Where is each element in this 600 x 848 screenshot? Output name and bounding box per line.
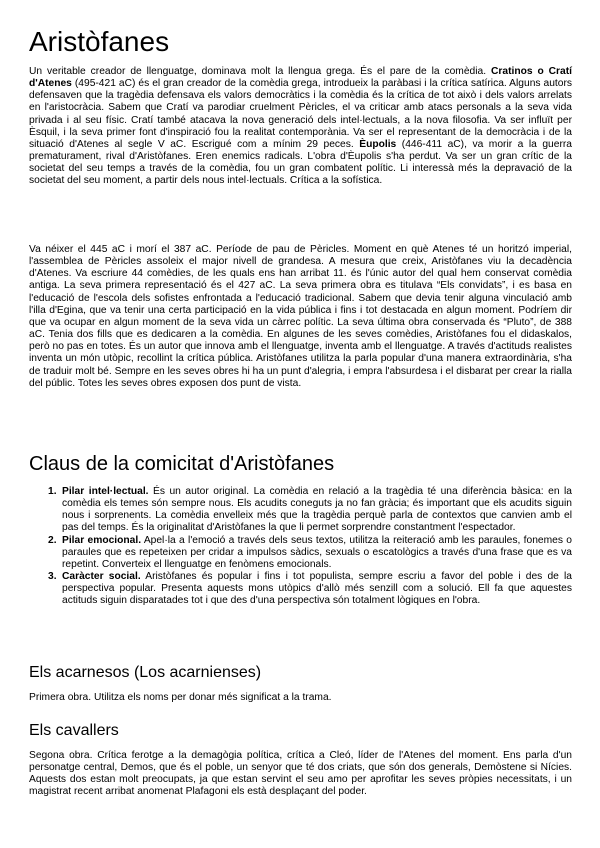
list-item-label: Caràcter social. (62, 571, 141, 583)
list-item-text: És un autor original. La comèdia en relació a la tragèdia té una diferència bàsica: en la comèdia els temes són sempre nous. Els acudits coneguts ja no fan gràcia; és important que els acudits siguin nous i sorprenents. La comèdia envelleix més que la tragèdia perquè parla de contextos que canvien amb el pas del temps. És la originalitat d'Aristòfanes la que li permet sorprendre constantment l'espectador. (62, 486, 572, 534)
acarnesos-paragraph: Primera obra. Utilitza els noms per donar més significat a la trama. (29, 692, 332, 703)
list-item-label: Pilar emocional. (62, 534, 142, 546)
list-item-number: 2. (48, 534, 57, 546)
claus-list (48, 486, 572, 608)
list-item-text: Aristòfanes és popular i fins i tot populista, sempre escriu a favor del poble i des de la perspectiva popular. Presenta aquests mons utòpics d'allò més senzill com a solució. Ell fa que aquestes actituds siguin disparatades tot i que des d'una perspectiva són totalment lògiques en l'obra. (62, 571, 572, 607)
list-item (48, 535, 572, 571)
intro-text-1: Un veritable creador de llenguatge, dominava molt la llengua grega. És el pare de la comèdia. (29, 66, 491, 77)
list-item-number: 3. (48, 571, 57, 583)
cratinos-name: Cratinos o Cratí d'Atenes (29, 66, 572, 90)
section-heading-acarnesos: Els acarnesos (Los acarnienses) (29, 664, 262, 681)
section-heading-claus: Claus de la comicitat d'Aristòfanes (29, 453, 335, 475)
intro-text-2: (495-421 aC) és el gran creador de la comèdia grega, introdueix la paràbasi i la crítica satírica. Alguns autors defensaven que la tragèdia defensava els valors democràtics i la comèdia és la crítica de tot això i dels valors arrelats en l'aristocràcia. Sabem que Cratí va parodiar cruelment Pèricles, el va criticar amb atacs personals a la seva vida privada i al seu físic. Cratí també atacava la nova generació dels intel·lectuals, a la nova filosofia. Va ser influït per Èsquil, i la seva primer font d'inspiració fou la realitat contemporània. Va ser el representant de la democràcia i de la situació d'Atenes al segle V aC. Escrigué com a mínim 29 peces. (29, 78, 572, 150)
list-item-text: Apel·la a l'emoció a través dels seus textos, utilitza la reiteració amb les paraules, fonemes o paraules que es repeteixen per cridar a impulsos sàdics, sexuals o escatològics a través d'una frase que es va repetint. Converteix el llenguatge en fenòmens emocionals. (62, 534, 572, 570)
section-heading-cavallers: Els cavallers (29, 722, 119, 739)
intro-text-3: (446-411 aC), va morir a la guerra prematurament, rival d'Aristòfanes. Eren enemics radicals. L'obra d'Èupolis s'ha perdut. Va ser un gran crític de la societat del seu temps a través de la comèdia, fou un gran combatent polític. Li interessà més la depravació de la societat del seu moment, a partir dels nous intel·lectuals. Crítica a la sofística. (29, 138, 572, 187)
document-title: Aristòfanes (29, 26, 170, 57)
intro-paragraph (29, 66, 572, 188)
bio-paragraph: Va néixer el 445 aC i morí el 387 aC. Període de pau de Pèricles. Moment en què Atenes té un horitzó imperial, l'assemblea de Pèricles assoleix el major nivell de grandesa. A mesura que creix, Aristòfanes viu la decadència d'Atenes. Va escriure 44 comèdies, de les quals ens han arribat 11. és l'únic autor del qual hem conservat comèdia antiga. La seva primera representació és el 427 aC. La seva primera obra es titulava “Els convidats”, i es basa en l'educació de l'escola dels sofistes enfrontada a l'educació tradicional. Sabem que devia tenir alguna vinculació amb l'illa d'Egina, que va tenir una certa participació en la vida pública i fins i tot destacada en algun moment. Podríem dir que va ocupar en algun moment de la seva vida un càrrec polític. La seva última obra conservada és “Pluto”, de 388 aC. Tenia dos fills que es dedicaren a la comèdia. En algunes de les seves comèdies, Aristòfanes fou el didaskalos, però no pas en totes. És un autor que innova amb el llenguatge, inventa amb el llenguatge. A través d'actituds realistes inventa un món utòpic, recollint la crítica pública. Aristòfanes utilitza la parla popular d'una manera extraordinària, s'ha de traduir molt bé. Sempre en les seves obres hi ha un punt d'alegria, i empra l'absurdesa i el disbarat per crear la rialla del públic. Totes les seves obres exposen dos punt de vista. (29, 244, 572, 389)
list-item-label: Pilar intel·lectual. (62, 486, 149, 497)
cavallers-paragraph: Segona obra. Crítica ferotge a la demagògia política, crítica a Cleó, líder de l'Atenes del moment. Ens parla d'un personatge central, Demos, que és el poble, un senyor que té dos criats, que són dos generals, Demòstene si Nícies. Aquests dos estan molt preocupats, ja que estan servint el seu amo per aprofitar les seves pròpies necessitats, i un magistrat recent arribat anomenat Plafagoni els està desplaçant del poder. (29, 750, 572, 798)
list-item (48, 486, 572, 535)
list-item-number: 1. (48, 486, 57, 497)
list-item (48, 571, 572, 607)
eupolis-name: Èupolis (359, 138, 397, 150)
